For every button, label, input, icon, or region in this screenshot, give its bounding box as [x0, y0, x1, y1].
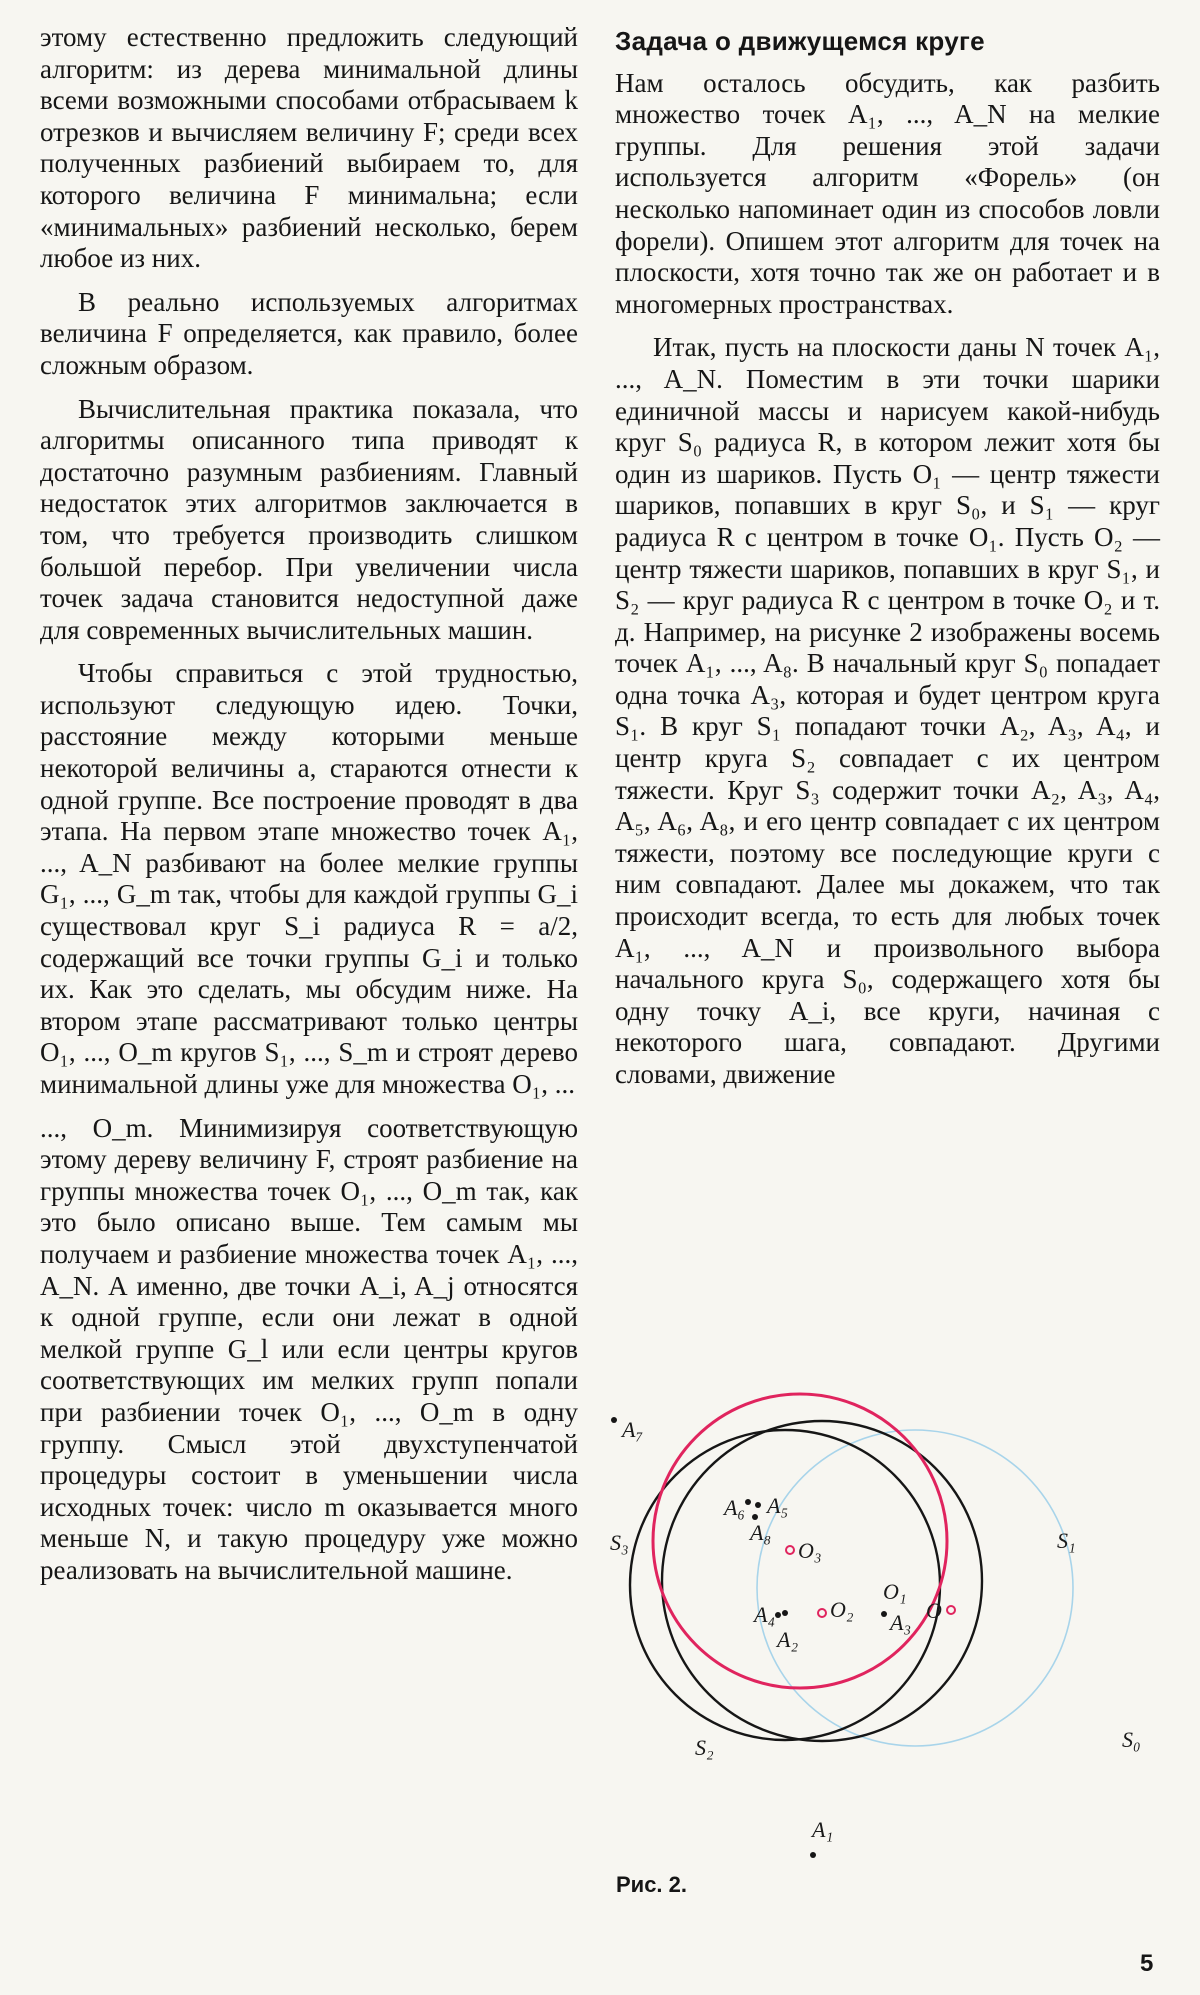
label-s3: S₃ [610, 1530, 629, 1555]
page-number: 5 [1140, 1950, 1154, 1977]
label-a7: A₇ [622, 1417, 644, 1442]
figure-circles [600, 1385, 1180, 1865]
paragraph: Итак, пусть на плоскости даны N точек A₁, ..., A_N. Поместим в эти точки шарики единичной массы и нарисуем какой-нибудь круг S₀ радиуса R, в котором лежит хотя бы один из шариков. Пусть O₁ — центр тяжести шариков, попавших в круг S₀, и S₁ — круг радиуса R с центром в точке O₁. Пусть O₂ — центр тяжести шариков, попавших в круг S₁, и S₂ — круг радиуса R с центром в точке O₂ и т. д. Например, на рисунке 2 изображены восемь точек A₁, ..., A₈. В начальный круг S₀ попадает одна точка A₃, которая и будет центром круга S₁. В круг S₁ попадают точки A₂, A₃, A₄, и центр круга S₂ совпадает с их центром тяжести. Круг S₃ содержит точки A₂, A₃, A₄, A₅, A₆, A₈, и его центр совпадает с их центром тяжести, поэтому все последующие круги с ним совпадают. Далее мы докажем, что так происходит всегда, то есть для любых точек A₁, ..., A_N и произвольного выбора начального круга S₀, содержащего хотя бы одну точку A_i, все круги, начиная с некоторого шага, совпадают. Другими словами, движение [615, 332, 1160, 1089]
label-s2: S₂ [695, 1735, 714, 1760]
label-a8: A₈ [750, 1520, 772, 1545]
label-a4: A₄ [754, 1602, 776, 1627]
left-column [40, 22, 578, 1599]
label-o: O [926, 1598, 942, 1623]
point-a5 [755, 1502, 761, 1508]
section-heading: Задача о движущемся круге [615, 26, 985, 56]
label-s1: S₁ [1057, 1528, 1076, 1553]
point-o2 [818, 1609, 826, 1617]
paragraph: ..., O_m. Минимизируя соответствующую этому дереву величину F, строят разбиение на группы множества точек O₁, ..., O_m так, как это было описано выше. Тем самым мы получаем и разбиение множества точек A₁, ..., A_N. А именно, две точки A_i, A_j относятся к одной группе, если они лежат в одной мелкой группе G_l или если центры кругов соответствующих им мелких групп попали при разбиении точек O₁, ..., O_m в одну группу. Смысл этой двухступенчатой процедуры состоит в уменьшении числа исходных точек: число m оказывается много меньше N, и такую процедуру уже можно реализовать на вычислительной машине. [40, 1112, 578, 1585]
label-s0: S₀ [1122, 1727, 1141, 1752]
label-a5: A₅ [767, 1493, 789, 1518]
label-a2: A₂ [777, 1627, 799, 1652]
label-o2: O₂ [830, 1597, 854, 1622]
point-a4 [775, 1612, 781, 1618]
label-a1: A₁ [812, 1817, 834, 1842]
label-o1: O₁ [883, 1579, 907, 1604]
point-a1 [810, 1852, 816, 1858]
point-a6 [745, 1499, 751, 1505]
paragraph: Чтобы справиться с этой трудностью, используют следующую идею. Точки, расстояние между которыми меньше некоторой величины a, стараются отнести к одной группе. Все построение проводят в два этапа. На первом этапе множество точек A₁, ..., A_N разбивают на более мелкие группы G₁, ..., G_m так, чтобы для каждой группы G_i существовал круг S_i радиуса R = a/2, содержащий все точки группы G_i и только их. Как это сделать, мы обсудим ниже. На втором этапе рассматривают только центры O₁, ..., O_m кругов S₁, ..., S_m и строят дерево минимальной длины уже для множества O₁, ... [40, 658, 578, 1099]
circle-s2 [662, 1421, 982, 1741]
label-a6: A₆ [724, 1495, 746, 1520]
paragraph: этому естественно предложить следующий алгоритм: из дерева минимальной длины всеми возможными способами отбрасываем k отрезков и вычисляем величину F; среди всех полученных разбиений выбираем то, для которого величина F минимальна; если «минимальных» разбиений несколько, берем любое из них. [40, 22, 578, 274]
right-column [615, 22, 1160, 1103]
circle-s0 [757, 1430, 1073, 1746]
paragraph: Вычислительная практика показала, что алгоритмы описанного типа приводят к достаточно разумным разбиениям. Главный недостаток этих алгоритмов заключается в том, что требуется производить слишком большой перебор. При увеличении числа точек задача становится недоступной даже для современных вычислительных машин. [40, 393, 578, 645]
figure-caption: Рис. 2. [616, 1872, 688, 1897]
paragraph: Нам осталось обсудить, как разбить множество точек A₁, ..., A_N на мелкие группы. Для решения этой задачи используется алгоритм «Форель» (он несколько напоминает один из способов ловли форели). Опишем этот алгоритм для точек на плоскости, хотя точно так же он работает и в многомерных пространствах. [615, 67, 1160, 319]
label-o3: O₃ [798, 1538, 822, 1563]
paragraph: В реально используемых алгоритмах величина F определяется, как правило, более сложным образом. [40, 286, 578, 380]
point-o3 [786, 1546, 794, 1554]
label-a3: A₃ [890, 1610, 912, 1635]
point-o [947, 1606, 955, 1614]
point-a7 [611, 1417, 617, 1423]
point-a3 [881, 1611, 887, 1617]
point-a2 [782, 1610, 788, 1616]
figure-diagram [600, 1385, 1180, 1865]
